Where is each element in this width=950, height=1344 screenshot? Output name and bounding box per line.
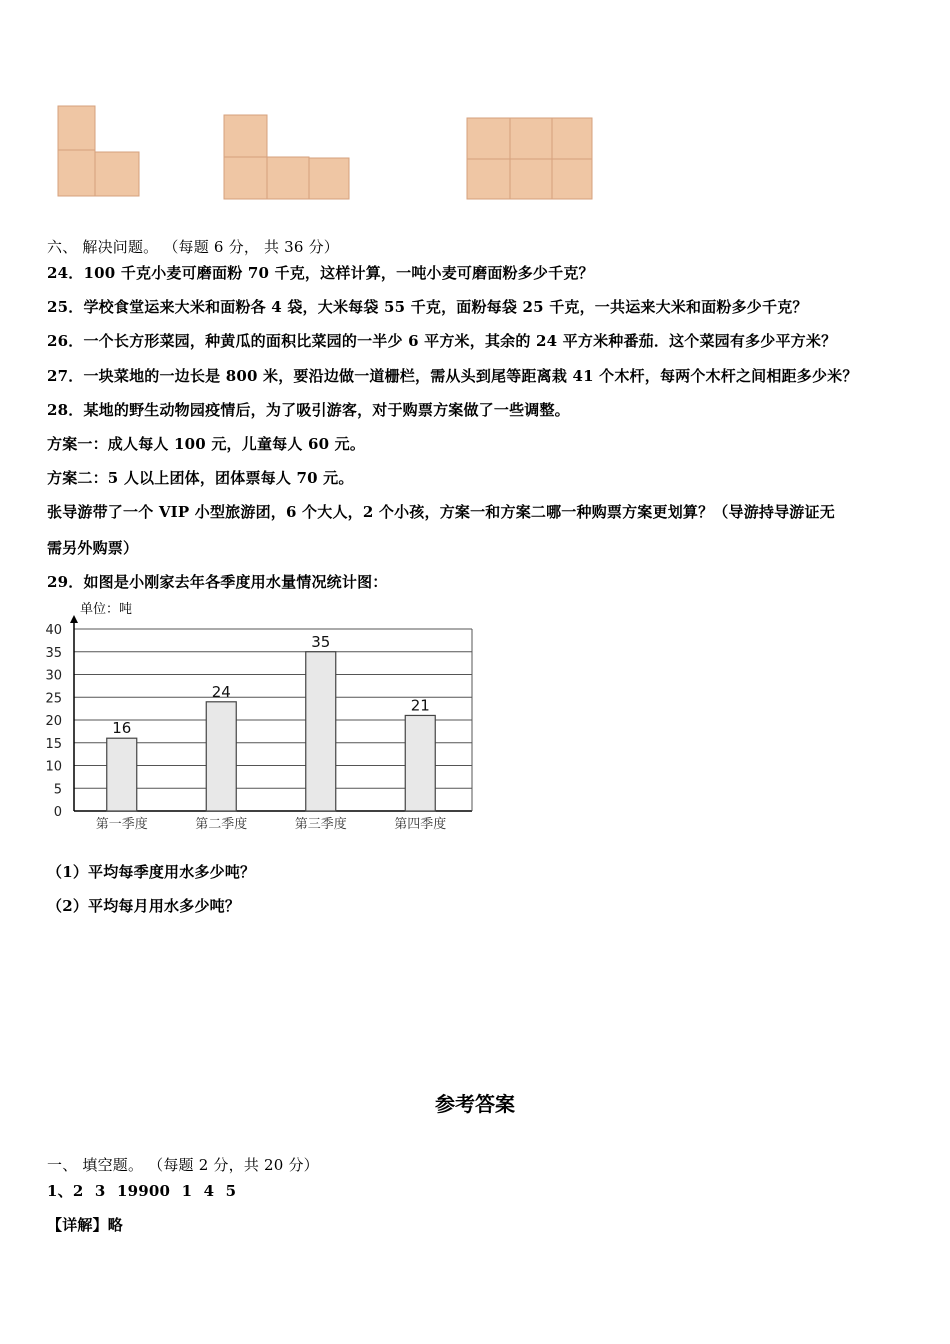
y-tick-label: 5 bbox=[53, 782, 62, 798]
figure-1 bbox=[58, 106, 139, 196]
answer-1: 1、2 3 19900 1 4 5 bbox=[47, 1182, 237, 1200]
bar-value-label: 16 bbox=[112, 719, 132, 738]
figure-3 bbox=[467, 118, 592, 199]
tile bbox=[552, 118, 592, 159]
bar bbox=[206, 702, 236, 811]
y-tick-label: 0 bbox=[53, 805, 62, 820]
bar bbox=[107, 738, 137, 811]
question-25: 25．学校食堂运来大米和面粉各 4 袋，大米每袋 55 千克，面粉每袋 25 千克，一共运来大米和面粉多少千克？ bbox=[47, 298, 808, 316]
x-category-label: 第一季度 bbox=[95, 817, 148, 832]
tile bbox=[224, 115, 267, 157]
tile bbox=[309, 158, 349, 199]
x-category-label: 第二季度 bbox=[195, 817, 248, 832]
x-category-label: 第四季度 bbox=[394, 817, 447, 832]
question-28-plan-2: 方案二：5 人以上团体，团体票每人 70 元。 bbox=[47, 469, 354, 487]
bar-value-label: 24 bbox=[211, 682, 231, 701]
question-26: 26．一个长方形菜园，种黄瓜的面积比菜园的一半少 6 平方米，其余的 24 平方米种番茄．这个菜园有多少平方米？ bbox=[47, 332, 837, 350]
y-tick-label: 20 bbox=[45, 714, 62, 729]
y-tick-label: 25 bbox=[45, 691, 62, 707]
y-tick-label: 10 bbox=[45, 759, 62, 775]
tile bbox=[510, 118, 552, 159]
x-category-label: 第三季度 bbox=[294, 817, 347, 832]
y-tick-label: 15 bbox=[45, 736, 62, 752]
tile bbox=[95, 152, 139, 196]
tile bbox=[552, 159, 592, 199]
tile bbox=[58, 106, 95, 150]
section-header: 六、 解决问题。 （每题 6 分， 共 36 分） bbox=[47, 238, 340, 256]
water-usage-chart bbox=[40, 597, 480, 842]
figure-2 bbox=[224, 115, 349, 199]
question-28-intro: 28．某地的野生动物园疫情后，为了吸引游客，对于购票方案做了一些调整。 bbox=[47, 401, 570, 419]
question-29-intro: 29．如图是小刚家去年各季度用水量情况统计图： bbox=[47, 573, 388, 591]
bar bbox=[306, 652, 336, 811]
question-24: 24．100 千克小麦可磨面粉 70 千克，这样计算，一吨小麦可磨面粉多少千克？ bbox=[47, 264, 594, 282]
cube-view-figures bbox=[0, 0, 950, 220]
question-29-sub-1: （1）平均每季度用水多少吨？ bbox=[47, 863, 256, 881]
bar bbox=[405, 715, 435, 811]
question-28-question-cont: 需另外购票） bbox=[47, 539, 139, 557]
answer-1-detail: 【详解】略 bbox=[47, 1216, 124, 1234]
chart-unit-label: 单位：吨 bbox=[80, 602, 133, 617]
answer-section-header: 一、 填空题。 （每题 2 分，共 20 分） bbox=[47, 1156, 319, 1174]
tile bbox=[267, 157, 309, 199]
question-28-plan-1: 方案一：成人每人 100 元，儿童每人 60 元。 bbox=[47, 435, 366, 453]
y-tick-label: 35 bbox=[45, 645, 62, 661]
answer-title: 参考答案 bbox=[435, 1092, 515, 1116]
question-29-sub-2: （2）平均每月用水多少吨？ bbox=[47, 897, 241, 915]
chart-svg bbox=[40, 597, 480, 842]
tile bbox=[224, 157, 267, 199]
tile bbox=[58, 150, 95, 196]
y-axis-arrow bbox=[70, 615, 78, 623]
y-tick-label: 30 bbox=[45, 668, 62, 684]
question-27: 27．一块菜地的一边长是 800 米，要沿边做一道栅栏，需从头到尾等距离栽 41 个木杆，每两个木杆之间相距多少米？ bbox=[47, 367, 858, 385]
bar-value-label: 21 bbox=[410, 696, 430, 715]
bar-value-label: 35 bbox=[311, 632, 331, 651]
y-tick-label: 40 bbox=[45, 623, 62, 638]
question-28-question: 张导游带了一个 VIP 小型旅游团，6 个大人，2 个小孩，方案一和方案二哪一种购票方案更划算？（导游持导游证无 bbox=[47, 503, 835, 521]
tile bbox=[467, 118, 510, 159]
tile bbox=[467, 159, 510, 199]
tile bbox=[510, 159, 552, 199]
